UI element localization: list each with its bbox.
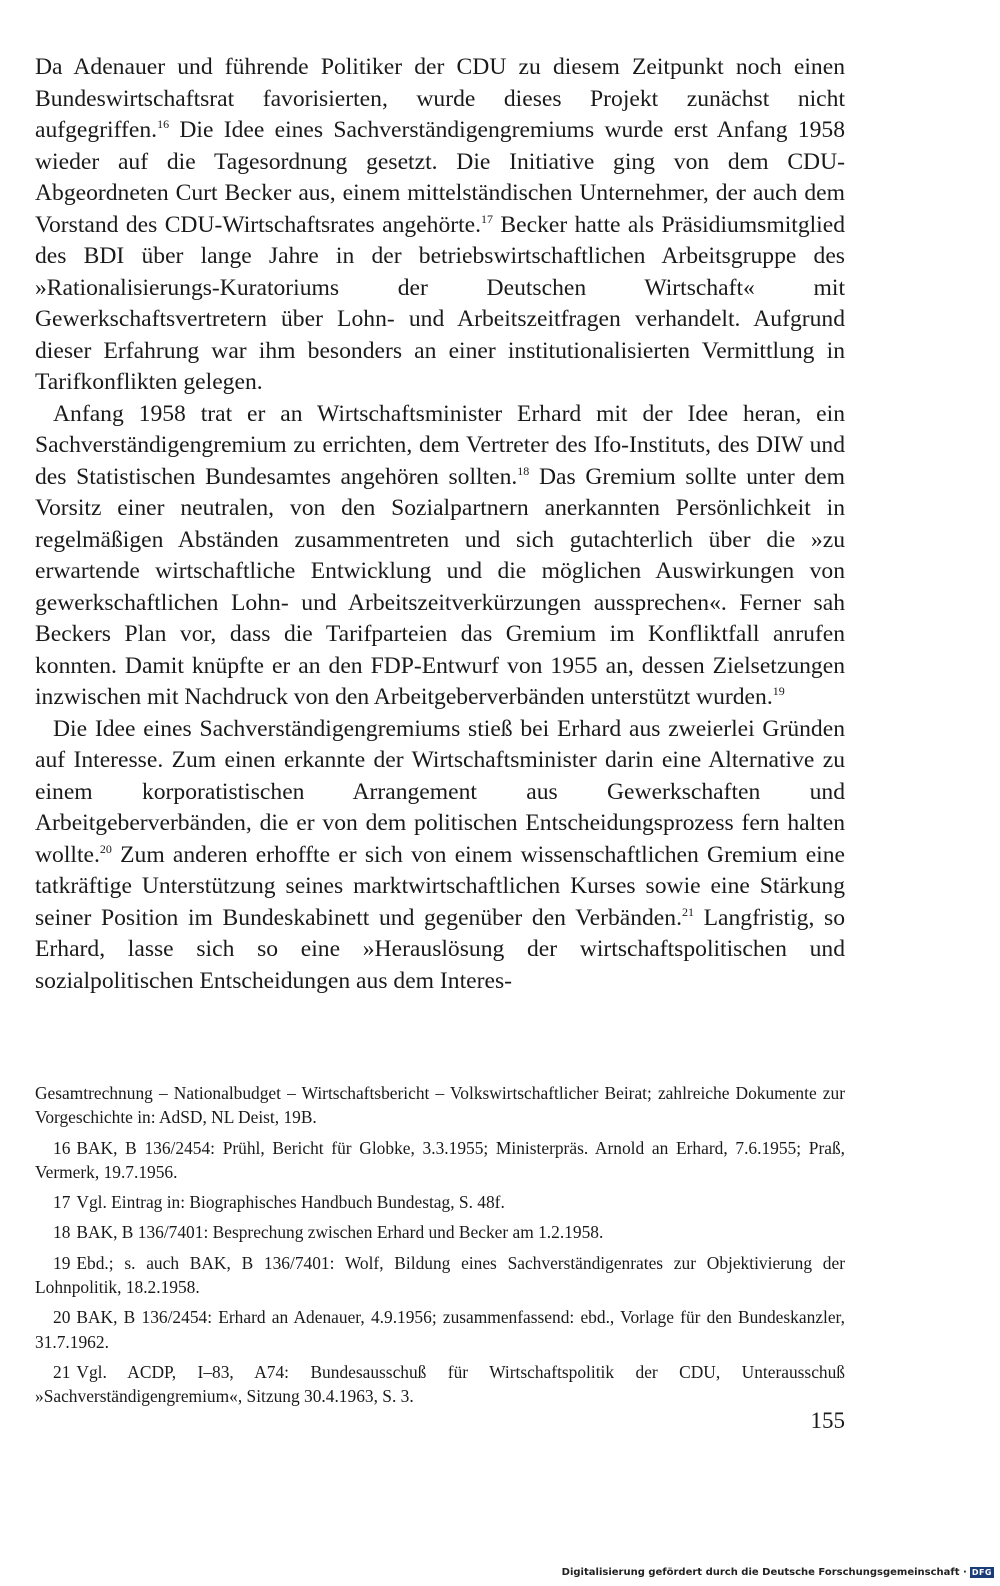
paragraph-3 (35, 714, 845, 998)
text-run: Zum anderen erhoffte er sich von einem wissenschaftlichen Gremium eine tatkräftige Unterstützung seines marktwirtschaftlichen Kurses sowie eine Stärkung seiner Position im Bundeskabinett und gegenüber den Verbänden. (35, 841, 845, 931)
main-text (35, 52, 845, 997)
footnote-number: 17 (53, 1192, 71, 1213)
footnote-21 (35, 1360, 845, 1409)
footnote-text: BAK, B 136/2454: Erhard an Adenauer, 4.9.1956; zusammenfassend: ebd., Vorlage für den Bundeskanzler, 31.7.1962. (35, 1307, 845, 1352)
footnote-continuation: Gesamtrechnung – Nationalbudget – Wirtschaftsbericht – Volkswirtschaftlicher Beirat; zahlreiche Dokumente zur Vorgeschichte in: AdSD, NL Deist, 19B. (35, 1083, 845, 1128)
text-run: Becker hatte als Präsidiumsmitglied des BDI über lange Jahre in der betriebswirtschaftlichen Arbeitsgruppe des »Rationalisierungs-Kuratoriums der Deutschen Wirtschaft« mit Gewerkschaftsvertretern über Lohn- und Arbeitszeitfragen verhandelt. Aufgrund dieser Erfahrung war ihm besonders an einer institutionalisierten Vermittlung in Tarifkonflikten gelegen. (35, 211, 845, 395)
footnote-text: Vgl. ACDP, I–83, A74: Bundesausschuß für Wirtschaftspolitik der CDU, Unterausschuß »Sachverständigengremium«, Sitzung 30.4.1963, S. 3. (35, 1361, 845, 1407)
text-run: Die Idee eines Sachverständigengremiums stieß bei Erhard aus zweierlei Gründen auf Interesse. Zum einen erkannte der Wirtschaftsminister darin eine Alternative zu einem korporatistischen Arrangement aus Gewerkschaften und Arbeitgeberverbänden, die er von dem politischen Entscheidungsprozess fern halten wollte. (35, 715, 845, 868)
footnote-ref-17: 17 (481, 211, 494, 226)
footnote-ref-20: 20 (99, 841, 112, 856)
paragraph-2 (35, 399, 845, 714)
footnote-ref-18: 18 (517, 463, 530, 478)
digitization-credit (562, 1567, 994, 1578)
text-run: Anfang 1958 trat er an Wirtschaftsminister Erhard mit der Idee heran, ein Sachverständigengremium zu errichten, dem Vertreter des Ifo-Instituts, des DIW und des Statistischen Bundesamtes angehören sollten. (35, 400, 845, 490)
footnote-ref-19: 19 (772, 684, 785, 698)
footnote-number: 20 (53, 1307, 71, 1328)
digitization-note: Digitalisierung gefördert durch die Deutsche Forschungsgemeinschaft · (561, 1567, 967, 1578)
footnote-16 (35, 1136, 845, 1185)
paragraph-1 (35, 52, 845, 399)
text-run: Die Idee eines Sachverständigengremiums wurde erst Anfang 1958 wieder auf die Tagesordnung gesetzt. Die Initiative ging von dem CDU-Abgeordneten Curt Becker aus, einem mittelständischen Unternehmer, der auch dem Vorstand des CDU-Wirtschaftsrates angehörte. (35, 117, 845, 238)
footnotes (35, 1081, 845, 1415)
footnote-text: Vgl. Eintrag in: Biographisches Handbuch Bundestag, S. 48f. (76, 1192, 505, 1213)
footnote-number: 16 (53, 1137, 71, 1158)
footnote-text: BAK, B 136/2454: Prühl, Bericht für Globke, 3.3.1955; Ministerpräs. Arnold an Erhard, 7.6.1955; Praß, Vermerk, 19.7.1956. (35, 1137, 845, 1182)
text-run: Das Gremium sollte unter dem Vorsitz einer neutralen, von den Sozialpartnern anerkannten Persönlichkeit in regelmäßigen Abständen zusammentreten und sich gutachterlich über die »zu erwartende wirtschaftliche Entwicklung und die möglichen Auswirkungen von gewerkschaftlichen Lohn- und Arbeitszeitverkürzungen aussprechen«. Ferner sah Beckers Plan vor, dass die Tarifparteien das Gremium im Konfliktfall anrufen konnten. Damit knüpfte er an den FDP-Entwurf von 1955 an, dessen Zielsetzungen inzwischen mit Nachdruck von den Arbeitgeberverbänden unterstützt wurden. (35, 463, 845, 710)
page-number: 155 (810, 1408, 845, 1433)
footnote-ref-21: 21 (681, 904, 694, 919)
footnote-17 (35, 1190, 845, 1214)
footnote-19 (35, 1251, 845, 1300)
footnote-number: 21 (53, 1361, 71, 1382)
footnote-number: 19 (53, 1252, 71, 1273)
footnote-20 (35, 1305, 845, 1354)
footnote-ref-16: 16 (157, 117, 170, 131)
footnote-number: 18 (53, 1222, 71, 1243)
footnote-text: Ebd.; s. auch BAK, B 136/7401: Wolf, Bildung eines Sachverständigenrates zur Objektivierung der Lohnpolitik, 18.2.1958. (35, 1252, 845, 1298)
footnote-text: BAK, B 136/7401: Besprechung zwischen Erhard und Becker am 1.2.1958. (76, 1222, 604, 1243)
footnote-18 (35, 1220, 845, 1244)
text-run: Langfristig, so Erhard, lasse sich so eine »Herauslösung der wirtschaftspolitischen und sozialpolitischen Entscheidungen aus dem Interes- (35, 904, 845, 994)
text-run: Da Adenauer und führende Politiker der CDU zu diesem Zeitpunkt noch einen Bundeswirtschaftsrat favorisierten, wurde dieses Projekt zunächst nicht aufgegriffen. (35, 54, 845, 143)
dfg-logo: DFG (971, 1568, 992, 1577)
